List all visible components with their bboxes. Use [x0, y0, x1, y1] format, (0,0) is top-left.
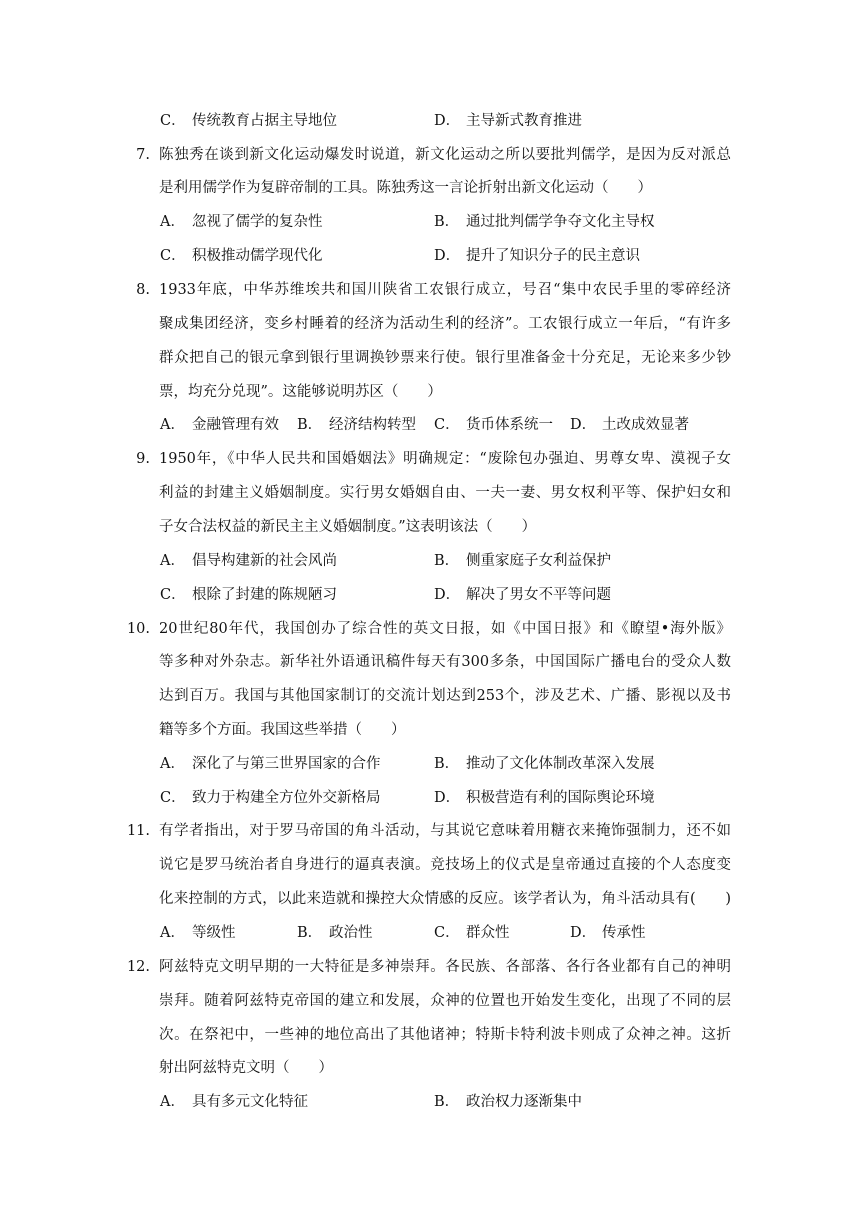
question-number: 7.: [136, 147, 150, 163]
option-letter: B．: [297, 925, 323, 941]
q9-option-a[interactable]: [160, 544, 337, 578]
q11-options-row: [0, 916, 860, 950]
q9-line-2: [0, 476, 860, 510]
q12-line-1: [0, 950, 860, 984]
option-letter: C．: [160, 790, 186, 806]
q6-option-d[interactable]: [434, 104, 582, 138]
q8-line-3: [0, 341, 860, 375]
option-text: 积极营造有利的国际舆论环境: [466, 790, 655, 806]
question-text: 子女合法权益的新民主主义婚姻制度。”这表明该法（ ）: [159, 519, 537, 535]
option-text: 推动了文化体制改革深入发展: [466, 756, 655, 772]
q9-options-row-cd: [0, 578, 860, 612]
q10-option-c[interactable]: [160, 781, 381, 815]
option-text: 根除了封建的陈规陋习: [192, 587, 337, 603]
question-text: 聚成集团经济，变乡村睡着的经济为活动生利的经济”。工农银行成立一年后，“有许多: [159, 316, 731, 332]
option-letter: D．: [434, 113, 461, 129]
option-letter: B．: [297, 417, 323, 433]
q7-line-2: [0, 171, 860, 205]
question-text: 等多种对外杂志。新华社外语通讯稿件每天有300多条，中国国际广播电台的受众人数: [159, 654, 731, 670]
question-text: 化来控制的方式，以此来造就和操控大众情感的反应。该学者认为，角斗活动具有( ): [159, 891, 731, 907]
option-letter: B．: [434, 214, 460, 230]
q7-option-a[interactable]: [160, 205, 323, 239]
question-text: 阿兹特克文明早期的一大特征是多神崇拜。各民族、各部落、各行各业都有自己的神明: [159, 959, 731, 975]
question-text: 达到百万。我国与其他国家制订的交流计划达到253个，涉及艺术、广播、影视以及书: [159, 688, 731, 704]
option-text: 深化了与第三世界国家的合作: [192, 756, 381, 772]
option-letter: D．: [434, 790, 461, 806]
q11-line-1: [0, 814, 860, 848]
option-letter: A．: [160, 417, 185, 433]
q10-line-3: [0, 679, 860, 713]
question-number: 11.: [126, 823, 150, 839]
q9-option-c[interactable]: [160, 578, 337, 612]
option-letter: D．: [434, 248, 461, 264]
q7-options-row-cd: [0, 239, 860, 273]
q7-option-d[interactable]: [434, 239, 640, 273]
option-letter: C．: [434, 925, 460, 941]
option-letter: D．: [570, 925, 597, 941]
option-text: 解决了男女不平等问题: [466, 587, 611, 603]
q10-line-2: [0, 645, 860, 679]
q8-line-4: [0, 375, 860, 409]
q8-line-1: [0, 273, 860, 307]
option-text: 积极推动儒学现代化: [192, 248, 323, 264]
q12-option-a[interactable]: [160, 1085, 308, 1119]
q10-option-b[interactable]: [434, 747, 655, 781]
option-letter: A．: [160, 925, 185, 941]
q11-option-a[interactable]: [160, 916, 236, 950]
q8-option-a[interactable]: [160, 408, 279, 442]
option-text: 倡导构建新的社会风尚: [192, 553, 337, 569]
option-letter: A．: [160, 1094, 185, 1110]
q12-line-2: [0, 984, 860, 1018]
q7-option-b[interactable]: [434, 205, 655, 239]
q12-line-4: [0, 1051, 860, 1085]
q11-option-b[interactable]: [297, 916, 373, 950]
option-text: 土改成效显著: [602, 417, 689, 433]
option-letter: B．: [434, 1094, 460, 1110]
option-letter: C．: [160, 113, 186, 129]
option-text: 通过批判儒学争夺文化主导权: [466, 214, 655, 230]
q12-options-row-ab: [0, 1085, 860, 1119]
option-text: 政治性: [329, 925, 373, 941]
q9-options-row-ab: [0, 544, 860, 578]
question-text: 1950年，《中华人民共和国婚姻法》明确规定：“废除包办强迫、男尊女卑、漠视子女: [159, 451, 731, 467]
q12-line-3: [0, 1018, 860, 1052]
q11-option-d[interactable]: [570, 916, 646, 950]
question-text: 说它是罗马统治者自身进行的逼真表演。竞技场上的仪式是皇帝通过直接的个人态度变: [159, 857, 731, 873]
option-text: 侧重家庭子女利益保护: [466, 553, 611, 569]
q6-option-c[interactable]: [160, 104, 337, 138]
option-letter: C．: [160, 587, 186, 603]
question-text: 陈独秀在谈到新文化运动爆发时说道，新文化运动之所以要批判儒学，是因为反对派总: [159, 147, 731, 163]
option-letter: C．: [434, 417, 460, 433]
question-text: 次。在祭祀中，一些神的地位高出了其他诸神；特斯卡特利波卡则成了众神之神。这折: [159, 1027, 731, 1043]
option-text: 金融管理有效: [192, 417, 279, 433]
option-text: 提升了知识分子的民主意识: [466, 248, 640, 264]
option-text: 致力于构建全方位外交新格局: [192, 790, 381, 806]
q10-option-d[interactable]: [434, 781, 655, 815]
option-text: 经济结构转型: [329, 417, 416, 433]
q10-line-4: [0, 713, 860, 747]
q10-option-a[interactable]: [160, 747, 381, 781]
option-text: 群众性: [466, 925, 510, 941]
question-text: 有学者指出，对于罗马帝国的角斗活动，与其说它意味着用糖衣来掩饰强制力，还不如: [159, 823, 731, 839]
q8-line-2: [0, 307, 860, 341]
option-letter: A．: [160, 553, 185, 569]
question-text: 射出阿兹特克文明（ ）: [159, 1060, 333, 1076]
question-text: 1933年底，中华苏维埃共和国川陕省工农银行成立，号召“集中农民手里的零碎经济: [159, 282, 731, 298]
question-number: 10.: [126, 621, 150, 637]
option-text: 货币体系统一: [466, 417, 553, 433]
q9-option-b[interactable]: [434, 544, 611, 578]
q11-line-2: [0, 848, 860, 882]
question-number: 12.: [126, 959, 150, 975]
question-text: 群众把自己的银元拿到银行里调换钞票来行使。银行里准备金十分充足，无论来多少钞: [159, 350, 731, 366]
option-text: 具有多元文化特征: [192, 1094, 308, 1110]
q12-option-b[interactable]: [434, 1085, 582, 1119]
q10-options-row-ab: [0, 747, 860, 781]
option-text: 传统教育占据主导地位: [192, 113, 337, 129]
q8-option-d[interactable]: [570, 408, 689, 442]
q9-line-3: [0, 510, 860, 544]
q7-option-c[interactable]: [160, 239, 323, 273]
option-text: 主导新式教育推进: [466, 113, 582, 129]
question-text: 票，均充分兑现”。这能够说明苏区（ ）: [159, 384, 442, 400]
option-letter: D．: [434, 587, 461, 603]
q10-line-1: [0, 612, 860, 646]
question-text: 籍等多个方面。我国这些举措（ ）: [159, 722, 406, 738]
option-letter: A．: [160, 756, 185, 772]
option-letter: B．: [434, 756, 460, 772]
q9-line-1: [0, 442, 860, 476]
option-letter: A．: [160, 214, 185, 230]
option-letter: B．: [434, 553, 460, 569]
option-letter: C．: [160, 248, 186, 264]
q8-options-row: [0, 408, 860, 442]
question-text: 利益的封建主义婚姻制度。实行男女婚姻自由、一夫一妻、男女权利平等、保护妇女和: [159, 485, 731, 501]
option-text: 传承性: [602, 925, 646, 941]
q8-option-c[interactable]: [434, 408, 553, 442]
q11-option-c[interactable]: [434, 916, 510, 950]
q9-option-d[interactable]: [434, 578, 611, 612]
option-letter: D．: [570, 417, 597, 433]
q6-options-row-cd: [0, 104, 860, 138]
q7-line-1: [0, 138, 860, 172]
question-text: 崇拜。随着阿兹特克帝国的建立和发展，众神的位置也开始发生变化，出现了不同的层: [159, 993, 731, 1009]
question-number: 9.: [136, 451, 150, 467]
option-text: 等级性: [192, 925, 236, 941]
q11-line-3: [0, 882, 860, 916]
question-number: 8.: [136, 282, 150, 298]
option-text: 忽视了儒学的复杂性: [192, 214, 323, 230]
q8-option-b[interactable]: [297, 408, 416, 442]
question-text: 20世纪80年代，我国创办了综合性的英文日报，如《中国日报》和《瞭望•海外版》: [159, 621, 731, 637]
option-text: 政治权力逐渐集中: [466, 1094, 582, 1110]
q7-options-row-ab: [0, 205, 860, 239]
q10-options-row-cd: [0, 781, 860, 815]
question-text: 是利用儒学作为复辟帝制的工具。陈独秀这一言论折射出新文化运动（ ）: [159, 180, 652, 196]
